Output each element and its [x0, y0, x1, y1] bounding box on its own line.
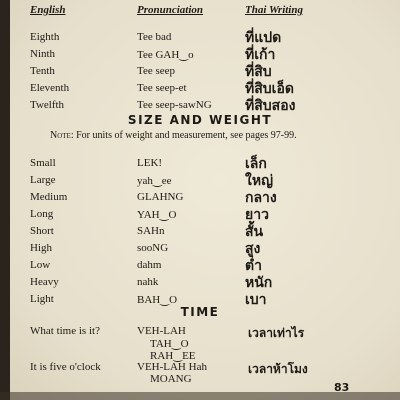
pronunciation: sooNG [137, 242, 169, 254]
table-row [0, 322, 400, 362]
table-row [0, 96, 400, 112]
english-word: Short [30, 225, 54, 237]
thai-writing: ที่เก้า [245, 47, 276, 63]
table-row [0, 28, 400, 44]
thai-writing: ต่ำ [245, 258, 262, 274]
thai-writing: สั้น [245, 224, 264, 240]
english-word: Twelfth [30, 99, 65, 111]
pronunciation: BAH‿O [137, 294, 178, 306]
thai-writing: ที่สิบเอ็ด [245, 81, 294, 97]
table-row [0, 188, 400, 204]
pronunciation-line: TAH‿O [150, 338, 189, 350]
pronunciation: Tee bad [137, 31, 172, 43]
pronunciation: Tee GAH‿o [137, 49, 194, 61]
english-phrase: What time is it? [30, 325, 100, 337]
pronunciation: Tee seep-et [137, 82, 187, 94]
table-row [0, 205, 400, 221]
english-word: Ninth [30, 48, 56, 60]
table-row [0, 171, 400, 187]
pronunciation-line: RAH‿EE [150, 350, 196, 362]
page-number: 83 [334, 381, 350, 394]
note-label: Note [50, 130, 71, 141]
pronunciation: Tee seep-sawNG [137, 99, 212, 111]
pronunciation-line: MOANG [150, 373, 192, 385]
english-word: Heavy [30, 276, 59, 288]
table-row [0, 358, 400, 385]
english-word: Eighth [30, 31, 60, 43]
thai-writing: เบา [245, 292, 267, 308]
header-pronunciation: Pronunciation [137, 4, 204, 16]
thai-writing: ที่สิบสอง [245, 98, 296, 114]
thai-writing: ยาว [245, 207, 269, 223]
english-word: Eleventh [30, 82, 70, 94]
english-word: Low [30, 259, 51, 271]
table-row [0, 222, 400, 238]
pronunciation: dahm [137, 259, 162, 271]
table-row [0, 45, 400, 61]
english-word: Long [30, 208, 54, 220]
table-row [0, 256, 400, 272]
thai-writing: เวลาเท่าไร [248, 326, 305, 340]
thai-writing: กลาง [245, 190, 277, 206]
english-word: High [30, 242, 52, 254]
thai-writing: ที่สิบ [245, 64, 272, 80]
table-row [0, 290, 400, 306]
thai-writing: เล็ก [245, 156, 267, 172]
header-english: English [30, 4, 66, 16]
pronunciation: yah‿ee [137, 175, 172, 187]
english-word: Light [30, 293, 54, 305]
table-row [0, 239, 400, 255]
english-word: Large [30, 174, 56, 186]
pronunciation: LEK! [137, 157, 163, 169]
thai-writing: สูง [245, 241, 261, 257]
thai-writing: หนัก [245, 275, 273, 291]
thai-writing: เวลาห้าโมง [248, 362, 308, 376]
english-word: Small [30, 157, 56, 169]
table-row [0, 273, 400, 289]
table-row [0, 62, 400, 78]
english-word: Tenth [30, 65, 55, 77]
pronunciation: Tee seep [137, 65, 176, 77]
section-title-size-weight: SIZE AND WEIGHT [127, 113, 273, 127]
thai-writing: ที่แปด [245, 30, 282, 46]
note [30, 130, 360, 142]
english-phrase: It is five o'clock [30, 361, 101, 373]
pronunciation: SAHn [137, 225, 165, 237]
section-title-time: TIME [180, 305, 220, 319]
pronunciation-line: VEH-LAH Hah [137, 361, 207, 373]
note-text: : For units of weight and measurement, see pages 97-99. [70, 130, 297, 141]
pronunciation: YAH‿O [137, 209, 177, 221]
thai-writing: ใหญ่ [245, 173, 273, 189]
pronunciation: nahk [137, 276, 159, 288]
english-word: Medium [30, 191, 68, 203]
table-row [0, 154, 400, 170]
header-thai-writing: Thai Writing [245, 4, 303, 16]
pronunciation-line: VEH-LAH [137, 325, 186, 337]
pronunciation: GLAHNG [137, 191, 184, 203]
table-row [0, 79, 400, 95]
